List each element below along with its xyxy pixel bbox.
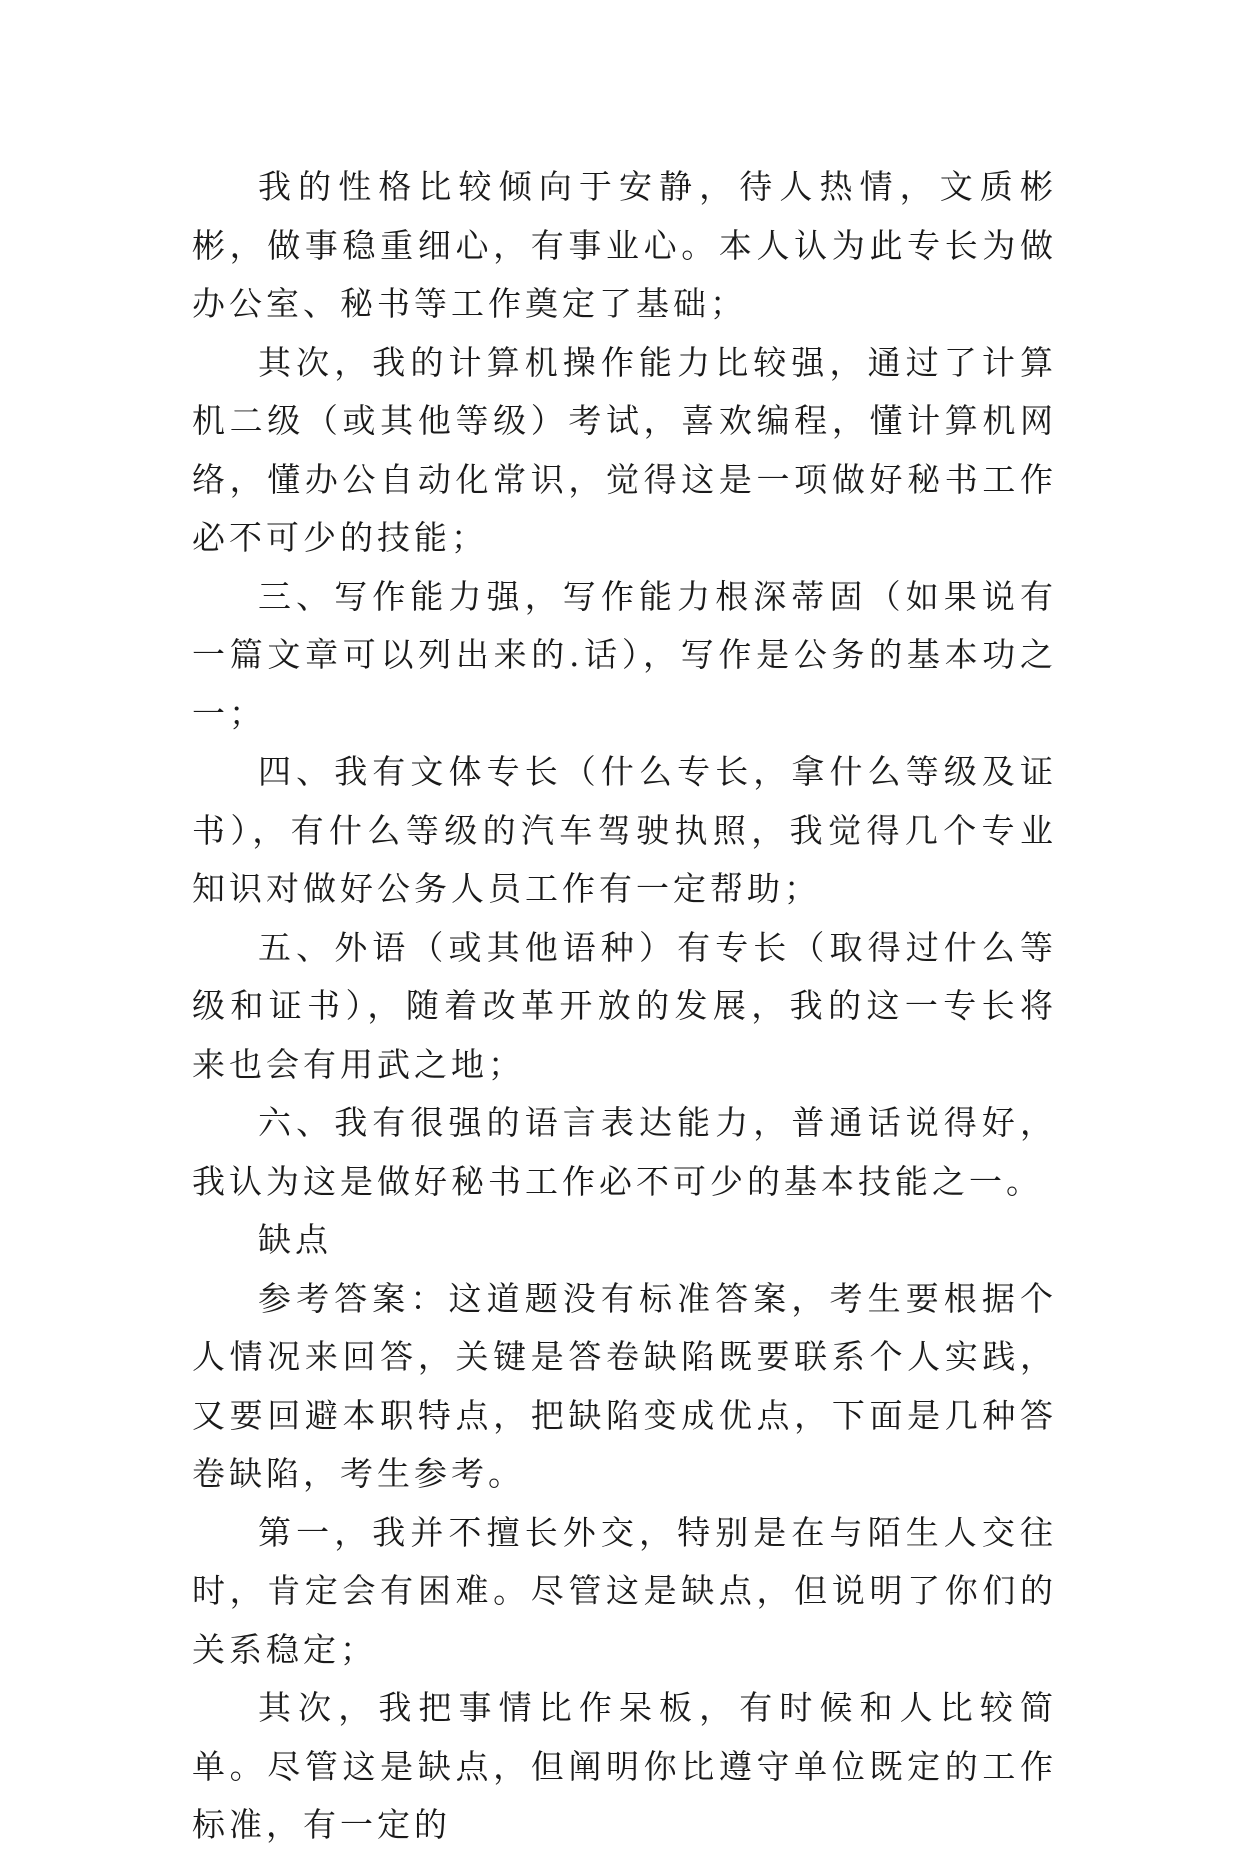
document-body [192, 158, 1057, 1855]
paragraph-language-skills: 五、外语（或其他语种）有专长（取得过什么等级和证书），随着改革开放的发展，我的这一专长将来也会有用武之地； [192, 927, 1057, 1084]
paragraph-expression-skills: 六、我有很强的语言表达能力，普通话说得好，我认为这是做好秘书工作必不可少的基本技能之一。 [192, 1103, 1057, 1201]
paragraph-computer-skills: 其次，我的计算机操作能力比较强，通过了计算机二级（或其他等级）考试，喜欢编程，懂计算机网络，懂办公自动化常识，觉得这是一项做好秘书工作必不可少的技能； [192, 342, 1057, 557]
paragraph-writing-skills: 三、写作能力强，写作能力根深蒂固（如果说有一篇文章可以列出来的.话），写作是公务的基本功之一； [192, 576, 1057, 733]
paragraph-weakness-first: 第一，我并不擅长外交，特别是在与陌生人交往时，肯定会有困难。尽管这是缺点，但说明了你们的关系稳定； [192, 1512, 1057, 1669]
paragraph-weakness-second: 其次，我把事情比作呆板，有时候和人比较简单。尽管这是缺点，但阐明你比遵守单位既定的工作标准，有一定的 [192, 1688, 1057, 1844]
section-heading-weaknesses: 缺点 [258, 1220, 332, 1259]
paragraph-reference-answer: 参考答案：这道题没有标准答案，考生要根据个人情况来回答，关键是答卷缺陷既要联系个人实践，又要回避本职特点，把缺陷变成优点，下面是几种答卷缺陷，考生参考。 [192, 1278, 1057, 1493]
paragraph-personality: 我的性格比较倾向于安静，待人热情，文质彬彬，做事稳重细心，有事业心。本人认为此专长为做办公室、秘书等工作奠定了基础； [192, 167, 1057, 323]
paragraph-sports-skills: 四、我有文体专长（什么专长，拿什么等级及证书），有什么等级的汽车驾驶执照，我觉得几个专业知识对做好公务人员工作有一定帮助； [192, 752, 1057, 908]
